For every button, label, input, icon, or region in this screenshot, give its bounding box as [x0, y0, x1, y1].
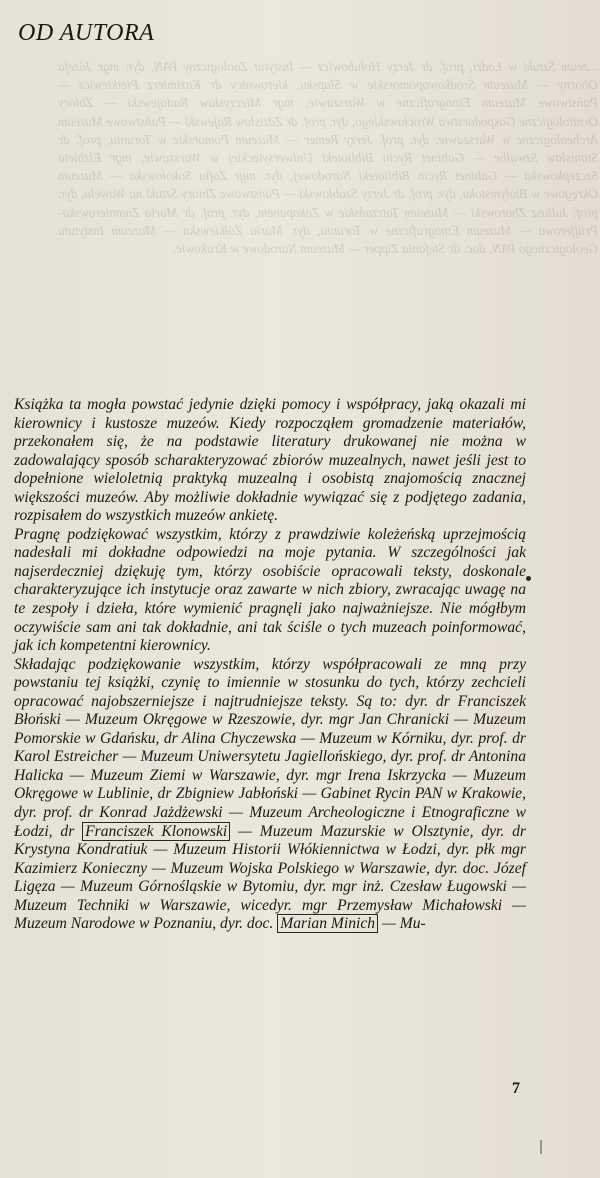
- pencil-mark: [540, 1140, 542, 1154]
- boxed-name-klonowski: Franciszek Klonowski: [82, 822, 230, 841]
- ink-dot: [526, 576, 531, 581]
- paragraph-3-part-1: Składając podziękowanie wszystkim, którzy współpracowali ze mną przy powstaniu tej książki, czynię to imiennie w stosunku do tych, którzy zechcieli opracować najobszerniejsze i najtrudniejsze teksty. Są to: dyr. dr Franciszek Błoński — Muzeum Okręgowe w Rzeszowie, dyr. mgr Jan Chranicki — Muzeum Pomorskie w Gdańsku, dr Alina Chyczewska — Muzeum w Kórniku, dyr. prof. dr Karol Estreicher — Muzeum Uniwersytetu Jagiellońskiego, dyr. prof. dr Antonina Halicka — Muzeum Ziemi w Warszawie, dyr. mgr Irena Iskrzycka — Muzeum Okręgowe w Lublinie, dr Zbigniew Jabłoński — Gabinet Rycin PAN w Krakowie, dyr. prof. dr Konrad Jażdżewski — Muzeum Archeologiczne i Etnograficzne w Łodzi, dr: [14, 655, 526, 840]
- paragraph-3-part-3: — Mu-: [378, 915, 426, 933]
- paragraph-1: Książka ta mogła powstać jedynie dzięki pomocy i współpracy, jaką okazali mi kierownicy i kustosze muzeów. Kiedy rozpocząłem gromadzenie materiałów, przekonałem się, że na podstawie literatury drukowanej nie można w zadowalający sposób scharakteryzować zbiorów muzealnych, nawet jeśli jest to dopełnione wieloletnią praktyką muzealną i osobistą znajomością znacznej większości muzeów. Aby możliwie dokładnie wywiązać się z podjętego zadania, rozpisałem do wszystkich muzeów ankietę.: [14, 396, 526, 525]
- show-through-text: ...zeum Sztuki w Łodzi, prof. dr Jerzy Hołubowicz — Instytut Zoologiczny PAN, dyr. mgr Józefa Oborny — Muzeum Środkowopomorskie w Słupsku, kierownicy dr Kazimierz Pietkiewicz — Państwowe Muzeum Etnograficzne w Warszawie, mgr Mieczysław Radojewski — Zbiory Ornitologiczne Gospodarstwa Wrocławskiego, dyr. prof. dr Zdzisław Rajewski — Państwowe Muzeum Archeologiczne w Warszawie, dyr. prof. Jerzy Remer — Muzeum Pomorskie w Toruniu, prof. dr Stanisław Szwalbe — Gabinet Rycin Biblioteki Uniwersyteckiej w Warszawie, mgr Elżbieta Szczepkowska — Gabinet Rycin Biblioteki Narodowej, dyr. mgr Zofia Sokołowska — Muzeum Okręgowe w Białymstoku, dyr. prof. dr Jerzy Szabłowski — Państwowe Zbiory Sztuki na Wawelu, dyr. prof. Juliusz Zborowski — Muzeum Tatrzańskie w Zakopanem, dyr. prof. dr Maria Znamierowska-Prüfferowa — Muzeum Etnograficzne w Toruniu, dyr. Maria Żółkiewska — Muzeum Instytutu Geologicznego PAN, doc. dr Stefania Zipper — Muzeum Narodowe w Krakowie.: [58, 59, 598, 257]
- body-text: [14, 396, 526, 934]
- paragraph-2: Pragnę podziękować wszystkim, którzy z prawdziwie koleżeńską uprzejmością nadesłali mi dokładne odpowiedzi na moje pytania. W szczególności jak najserdeczniej dziękuję tym, którzy osobiście opracowali teksty, doskonale charakteryzujące ich instytucje oraz zawarte w nich zbiory, zwracając uwagę na te zespoły i dzieła, które wymienić pragnęli jako najważniejsze. Nie mógłbym oczywiście sam ani tak dokładnie, ani tak ściśle o tych muzeach poinformować, jak ich kompetentni kierownicy.: [14, 525, 526, 655]
- page-heading: OD AUTORA: [18, 20, 155, 46]
- paragraph-3: [14, 656, 526, 934]
- page-number: 7: [512, 1080, 520, 1097]
- boxed-name-minich: Marian Minich: [277, 914, 378, 933]
- paragraph-3-part-2: — Muzeum Mazurskie w Olsztynie, dyr. dr Krystyna Kondratiuk — Muzeum Historii Włókiennictwa w Łodzi, dyr. płk mgr Kazimierz Konieczny — Muzeum Wojska Polskiego w Warszawie, dyr. doc. Józef Ligęza — Muzeum Górnośląskie w Bytomiu, dyr. mgr inż. Czesław Ługowski — Muzeum Techniki w Warszawie, wicedyr. mgr Przemysław Michałowski — Muzeum Narodowe w Poznaniu, dyr. doc.: [14, 822, 526, 933]
